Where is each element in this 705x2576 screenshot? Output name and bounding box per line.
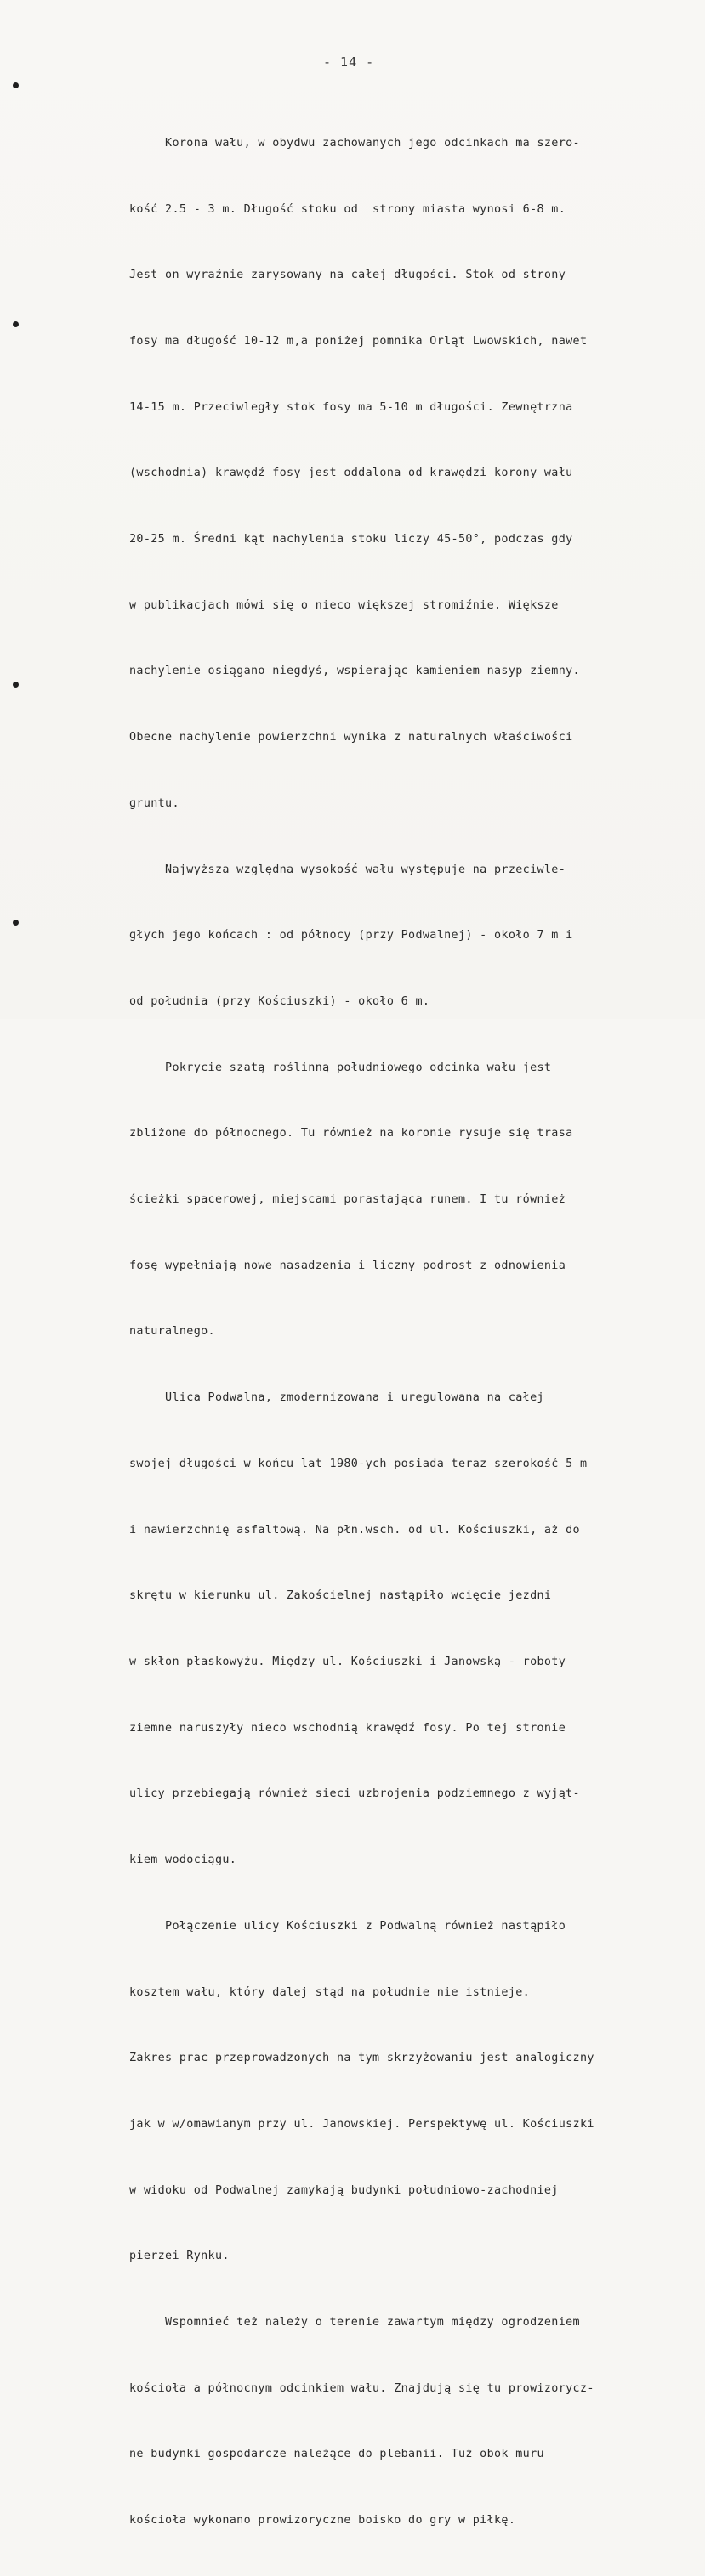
text-line: kość 2.5 - 3 m. Długość stoku od strony miasta wynosi 6-8 m.: [129, 202, 566, 216]
punch-hole-marker: [13, 321, 19, 327]
text-line: fosy ma długość 10-12 m,a poniżej pomnika Orląt Lwowskich, nawet: [129, 334, 588, 348]
text-line: kiem wodociągu.: [129, 1854, 237, 1867]
text-line: skrętu w kierunku ul. Zakościelnej nastąpiło wcięcie jezdni: [129, 1589, 552, 1603]
text-line: nachylenie osiągano niegdyś, wspierając kamieniem nasyp ziemny.: [129, 665, 580, 678]
text-line: kościoła wykonano prowizoryczne boisko do gry w piłkę.: [129, 2514, 516, 2528]
text-line: ścieżki spacerowej, miejscami porastająca runem. I tu również: [129, 1193, 566, 1207]
text-line: w skłon płaskowyżu. Między ul. Kościuszki i Janowską - roboty: [129, 1655, 566, 1668]
text-line: Ulica Podwalna, zmodernizowana i uregulowana na całej: [129, 1391, 544, 1405]
text-line: swojej długości w końcu lat 1980-ych posiada teraz szerokość 5 m: [129, 1457, 588, 1470]
text-line: w widoku od Podwalnej zamykają budynki południowo-zachodniej: [129, 2183, 559, 2197]
text-line: w publikacjach mówi się o nieco większej stromiźnie. Większe: [129, 598, 559, 612]
text-line: Pokrycie szatą roślinną południowego odcinka wału jest: [129, 1061, 552, 1074]
punch-hole-marker: [13, 82, 19, 88]
text-line: jak w w/omawianym przy ul. Janowskiej. Perspektywę ul. Kościuszki: [129, 2117, 594, 2131]
text-line: kosztem wału, który dalej stąd na południe nie istnieje.: [129, 1985, 531, 1999]
text-line: naturalnego.: [129, 1325, 215, 1339]
text-line: Połączenie ulicy Kościuszki z Podwalną również nastąpiło: [129, 1919, 566, 1933]
text-line: ulicy przebiegają również sieci uzbrojenia podziemnego z wyjąt-: [129, 1787, 580, 1801]
text-line: od południa (przy Kościuszki) - około 6 m.: [129, 994, 430, 1008]
text-line: 14-15 m. Przeciwległy stok fosy ma 5-10 m długości. Zewnętrzna: [129, 400, 573, 414]
text-line: Zakres prac przeprowadzonych na tym skrzyżowaniu jest analogiczny: [129, 2052, 594, 2065]
text-line: ne budynki gospodarcze należące do plebanii. Tuż obok muru: [129, 2448, 544, 2461]
text-line: fosę wypełniają nowe nasadzenia i liczny podrost z odnowienia: [129, 1259, 566, 1272]
text-line: ziemne naruszyły nieco wschodnią krawędź fosy. Po tej stronie: [129, 1721, 566, 1735]
text-line: zbliżone do północnego. Tu również na koronie rysuje się trasa: [129, 1127, 573, 1141]
text-line: Jest on wyraźnie zarysowany na całej długości. Stok od strony: [129, 269, 566, 282]
text-line: i nawierzchnię asfaltową. Na płn.wsch. od ul. Kościuszki, aż do: [129, 1523, 580, 1537]
text-line: 20-25 m. Średni kąt nachylenia stoku liczy 45-50°, podczas gdy: [129, 533, 573, 546]
text-line: gruntu.: [129, 796, 179, 810]
punch-hole-marker: [13, 682, 19, 688]
text-line: Najwyższa względna wysokość wału występuje na przeciwle-: [129, 863, 566, 876]
text-line: (wschodnia) krawędź fosy jest oddalona od krawędzi korony wału: [129, 467, 573, 480]
page-number: - 14 -: [323, 54, 375, 70]
body-text: [129, 88, 682, 2576]
text-line: Obecne nachylenie powierzchni wynika z naturalnych właściwości: [129, 731, 573, 744]
text-line: Korona wału, w obydwu zachowanych jego odcinkach ma szero-: [129, 136, 580, 150]
text-line: pierzei Rynku.: [129, 2250, 230, 2263]
text-line: Wspomnieć też należy o terenie zawartym między ogrodzeniem: [129, 2316, 580, 2330]
text-line: kościoła a północnym odcinkiem wału. Znajdują się tu prowizorycz-: [129, 2381, 594, 2395]
punch-hole-marker: [13, 920, 19, 926]
text-line: głych jego końcach : od północy (przy Podwalnej) - około 7 m i: [129, 929, 573, 943]
